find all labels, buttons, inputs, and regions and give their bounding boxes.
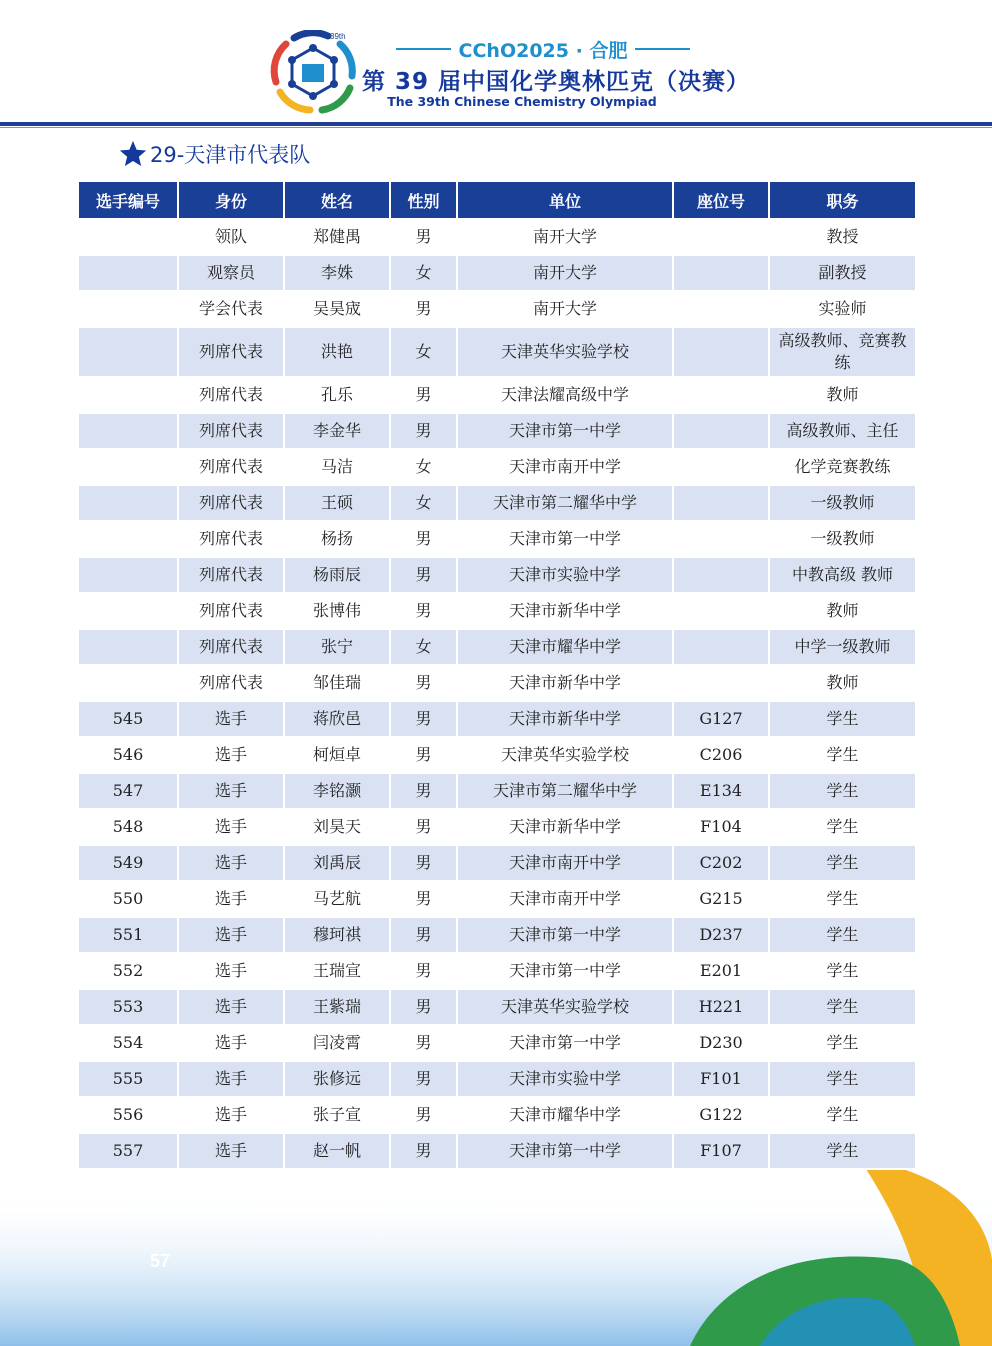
cell-gender: 男 xyxy=(390,1133,457,1169)
cell-seat xyxy=(673,521,769,557)
cell-player-id: 549 xyxy=(78,845,178,881)
cell-organization: 天津市耀华中学 xyxy=(457,629,673,665)
cell-role: 选手 xyxy=(178,1061,284,1097)
event-title: 第 39 届中国化学奥林匹克（决赛） xyxy=(362,69,751,95)
cell-seat: F104 xyxy=(673,809,769,845)
logo-edition: 39th xyxy=(330,32,346,41)
cell-role: 选手 xyxy=(178,1097,284,1133)
cell-role: 列席代表 xyxy=(178,449,284,485)
table-header-row xyxy=(78,181,916,219)
cell-seat: C202 xyxy=(673,845,769,881)
cell-role: 选手 xyxy=(178,881,284,917)
table-row xyxy=(78,1133,916,1169)
cell-seat xyxy=(673,327,769,377)
cell-position: 学生 xyxy=(769,701,916,737)
cell-position: 教师 xyxy=(769,377,916,413)
cell-organization: 天津市耀华中学 xyxy=(457,1097,673,1133)
cell-organization: 天津英华实验学校 xyxy=(457,989,673,1025)
table-row xyxy=(78,845,916,881)
cell-organization: 天津市南开中学 xyxy=(457,845,673,881)
cell-position: 教师 xyxy=(769,665,916,701)
cell-organization: 天津市南开中学 xyxy=(457,881,673,917)
cell-organization: 天津市第一中学 xyxy=(457,1133,673,1169)
cell-gender: 女 xyxy=(390,327,457,377)
cell-seat: G122 xyxy=(673,1097,769,1133)
cell-role: 列席代表 xyxy=(178,377,284,413)
cell-position: 化学竞赛教练 xyxy=(769,449,916,485)
cell-role: 观察员 xyxy=(178,255,284,291)
decorative-background xyxy=(0,1150,992,1346)
cell-seat xyxy=(673,291,769,327)
cell-seat xyxy=(673,255,769,291)
cell-role: 列席代表 xyxy=(178,629,284,665)
cell-organization: 天津市第二耀华中学 xyxy=(457,485,673,521)
cell-gender: 男 xyxy=(390,557,457,593)
cell-organization: 天津市南开中学 xyxy=(457,449,673,485)
cell-player-id xyxy=(78,291,178,327)
cell-role: 学会代表 xyxy=(178,291,284,327)
table-row xyxy=(78,629,916,665)
cell-role: 选手 xyxy=(178,737,284,773)
cell-player-id xyxy=(78,629,178,665)
cell-name: 柯烜卓 xyxy=(284,737,390,773)
cell-position: 学生 xyxy=(769,917,916,953)
column-header-role: 身份 xyxy=(178,181,284,219)
cell-role: 选手 xyxy=(178,701,284,737)
table-row xyxy=(78,773,916,809)
team-roster-table xyxy=(77,180,917,1170)
cell-seat: G127 xyxy=(673,701,769,737)
table-row xyxy=(78,413,916,449)
section-title xyxy=(118,138,310,170)
event-short-label: CChO2025 · 合肥 xyxy=(458,39,628,62)
cell-player-id: 547 xyxy=(78,773,178,809)
cell-seat xyxy=(673,593,769,629)
cell-position: 高级教师、竞赛教练 xyxy=(769,327,916,377)
cell-gender: 女 xyxy=(390,629,457,665)
cell-name: 穆珂祺 xyxy=(284,917,390,953)
cell-position: 中教高级 教师 xyxy=(769,557,916,593)
cell-organization: 天津市新华中学 xyxy=(457,809,673,845)
cell-gender: 男 xyxy=(390,989,457,1025)
cell-name: 蒋欣邑 xyxy=(284,701,390,737)
cell-name: 王硕 xyxy=(284,485,390,521)
cell-position: 中学一级教师 xyxy=(769,629,916,665)
column-header-name: 姓名 xyxy=(284,181,390,219)
cell-name: 赵一帆 xyxy=(284,1133,390,1169)
cell-role: 选手 xyxy=(178,1025,284,1061)
cell-player-id xyxy=(78,413,178,449)
table-row xyxy=(78,1061,916,1097)
cell-gender: 男 xyxy=(390,665,457,701)
cell-organization: 天津市新华中学 xyxy=(457,701,673,737)
cell-seat xyxy=(673,629,769,665)
cell-gender: 男 xyxy=(390,773,457,809)
cell-organization: 天津市第一中学 xyxy=(457,521,673,557)
cell-gender: 男 xyxy=(390,377,457,413)
cell-player-id: 556 xyxy=(78,1097,178,1133)
cell-player-id xyxy=(78,557,178,593)
cell-role: 列席代表 xyxy=(178,327,284,377)
table-row xyxy=(78,219,916,255)
cell-position: 学生 xyxy=(769,1133,916,1169)
cell-organization: 天津市第一中学 xyxy=(457,953,673,989)
cell-seat: G215 xyxy=(673,881,769,917)
cell-seat: E134 xyxy=(673,773,769,809)
cell-organization: 天津市实验中学 xyxy=(457,1061,673,1097)
ccho-logo-icon xyxy=(266,30,360,114)
cell-role: 列席代表 xyxy=(178,593,284,629)
cell-position: 学生 xyxy=(769,1025,916,1061)
cell-player-id: 551 xyxy=(78,917,178,953)
cell-gender: 男 xyxy=(390,953,457,989)
cell-gender: 男 xyxy=(390,291,457,327)
table-row xyxy=(78,291,916,327)
cell-role: 列席代表 xyxy=(178,485,284,521)
cell-seat: C206 xyxy=(673,737,769,773)
cell-gender: 女 xyxy=(390,255,457,291)
cell-seat: D230 xyxy=(673,1025,769,1061)
table-row xyxy=(78,881,916,917)
cell-name: 张修远 xyxy=(284,1061,390,1097)
cell-organization: 天津市新华中学 xyxy=(457,593,673,629)
table-row xyxy=(78,665,916,701)
cell-name: 张子宣 xyxy=(284,1097,390,1133)
table-row xyxy=(78,557,916,593)
cell-position: 一级教师 xyxy=(769,485,916,521)
cell-name: 刘禹辰 xyxy=(284,845,390,881)
cell-position: 教师 xyxy=(769,593,916,629)
cell-position: 一级教师 xyxy=(769,521,916,557)
event-title-en: The 39th Chinese Chemistry Olympiad xyxy=(387,94,657,109)
cell-role: 选手 xyxy=(178,917,284,953)
cell-name: 孔乐 xyxy=(284,377,390,413)
cell-seat: H221 xyxy=(673,989,769,1025)
cell-player-id xyxy=(78,449,178,485)
cell-organization: 天津英华实验学校 xyxy=(457,327,673,377)
cell-gender: 男 xyxy=(390,809,457,845)
cell-organization: 天津市第一中学 xyxy=(457,1025,673,1061)
cell-role: 列席代表 xyxy=(178,521,284,557)
cell-gender: 男 xyxy=(390,413,457,449)
cell-player-id: 548 xyxy=(78,809,178,845)
cell-position: 学生 xyxy=(769,809,916,845)
cell-name: 张宁 xyxy=(284,629,390,665)
cell-gender: 男 xyxy=(390,521,457,557)
cell-name: 马洁 xyxy=(284,449,390,485)
cell-gender: 男 xyxy=(390,593,457,629)
cell-role: 选手 xyxy=(178,773,284,809)
table-row xyxy=(78,809,916,845)
cell-player-id: 552 xyxy=(78,953,178,989)
cell-name: 马艺航 xyxy=(284,881,390,917)
cell-player-id: 555 xyxy=(78,1061,178,1097)
cell-position: 副教授 xyxy=(769,255,916,291)
cell-seat xyxy=(673,485,769,521)
cell-position: 学生 xyxy=(769,989,916,1025)
cell-gender: 男 xyxy=(390,1097,457,1133)
title-rule-right xyxy=(635,48,690,50)
table-row xyxy=(78,989,916,1025)
cell-name: 吴昊宬 xyxy=(284,291,390,327)
cell-player-id xyxy=(78,593,178,629)
cell-gender: 女 xyxy=(390,449,457,485)
table-row xyxy=(78,917,916,953)
cell-position: 高级教师、主任 xyxy=(769,413,916,449)
cell-role: 选手 xyxy=(178,809,284,845)
cell-gender: 男 xyxy=(390,917,457,953)
cell-position: 学生 xyxy=(769,845,916,881)
table-row xyxy=(78,521,916,557)
cell-name: 王瑞宣 xyxy=(284,953,390,989)
table-row xyxy=(78,377,916,413)
page-number: 57 xyxy=(150,1251,171,1271)
table-row xyxy=(78,255,916,291)
column-header-player-id: 选手编号 xyxy=(78,181,178,219)
cell-role: 列席代表 xyxy=(178,557,284,593)
column-header-position: 职务 xyxy=(769,181,916,219)
cell-player-id xyxy=(78,521,178,557)
cell-player-id xyxy=(78,665,178,701)
cell-name: 李金华 xyxy=(284,413,390,449)
cell-gender: 男 xyxy=(390,1025,457,1061)
cell-organization: 天津市新华中学 xyxy=(457,665,673,701)
cell-name: 李姝 xyxy=(284,255,390,291)
cell-gender: 女 xyxy=(390,485,457,521)
cell-name: 郑健禺 xyxy=(284,219,390,255)
cell-name: 邹佳瑞 xyxy=(284,665,390,701)
cell-organization: 天津市实验中学 xyxy=(457,557,673,593)
cell-role: 选手 xyxy=(178,1133,284,1169)
cell-role: 列席代表 xyxy=(178,665,284,701)
table-body xyxy=(78,219,916,1169)
cell-organization: 天津市第一中学 xyxy=(457,413,673,449)
title-rule-left xyxy=(396,48,451,50)
page-header xyxy=(0,0,992,128)
cell-name: 洪艳 xyxy=(284,327,390,377)
cell-gender: 男 xyxy=(390,1061,457,1097)
table-row xyxy=(78,701,916,737)
cell-position: 实验师 xyxy=(769,291,916,327)
cell-seat xyxy=(673,377,769,413)
cell-position: 教授 xyxy=(769,219,916,255)
cell-player-id xyxy=(78,377,178,413)
table-row xyxy=(78,327,916,377)
table-row xyxy=(78,1025,916,1061)
cell-position: 学生 xyxy=(769,1097,916,1133)
team-name: 29-天津市代表队 xyxy=(150,143,311,167)
table-row xyxy=(78,449,916,485)
cell-name: 张博伟 xyxy=(284,593,390,629)
cell-seat xyxy=(673,557,769,593)
cell-seat: D237 xyxy=(673,917,769,953)
cell-seat xyxy=(673,449,769,485)
cell-organization: 南开大学 xyxy=(457,219,673,255)
cell-name: 杨雨辰 xyxy=(284,557,390,593)
cell-name: 李铭灏 xyxy=(284,773,390,809)
cell-name: 王紫瑞 xyxy=(284,989,390,1025)
cell-seat: F107 xyxy=(673,1133,769,1169)
cell-player-id: 550 xyxy=(78,881,178,917)
cell-position: 学生 xyxy=(769,773,916,809)
cell-name: 闫凌霄 xyxy=(284,1025,390,1061)
cell-organization: 天津法耀高级中学 xyxy=(457,377,673,413)
column-header-seat: 座位号 xyxy=(673,181,769,219)
column-header-organization: 单位 xyxy=(457,181,673,219)
cell-organization: 南开大学 xyxy=(457,291,673,327)
cell-seat xyxy=(673,665,769,701)
cell-seat xyxy=(673,413,769,449)
cell-position: 学生 xyxy=(769,953,916,989)
cell-seat: E201 xyxy=(673,953,769,989)
cell-gender: 男 xyxy=(390,701,457,737)
cell-role: 领队 xyxy=(178,219,284,255)
table-row xyxy=(78,485,916,521)
cell-gender: 男 xyxy=(390,737,457,773)
cell-organization: 天津市第一中学 xyxy=(457,917,673,953)
table-row xyxy=(78,1097,916,1133)
cell-player-id: 553 xyxy=(78,989,178,1025)
table-row xyxy=(78,593,916,629)
table-row xyxy=(78,953,916,989)
cell-organization: 天津英华实验学校 xyxy=(457,737,673,773)
cell-organization: 南开大学 xyxy=(457,255,673,291)
cell-position: 学生 xyxy=(769,881,916,917)
cell-position: 学生 xyxy=(769,737,916,773)
cell-player-id: 545 xyxy=(78,701,178,737)
cell-player-id xyxy=(78,485,178,521)
cell-player-id xyxy=(78,219,178,255)
cell-player-id: 546 xyxy=(78,737,178,773)
cell-player-id: 554 xyxy=(78,1025,178,1061)
cell-gender: 男 xyxy=(390,219,457,255)
cell-seat xyxy=(673,219,769,255)
cell-seat: F101 xyxy=(673,1061,769,1097)
header-divider-thin xyxy=(0,127,992,128)
cell-role: 选手 xyxy=(178,845,284,881)
cell-name: 刘昊天 xyxy=(284,809,390,845)
cell-player-id xyxy=(78,255,178,291)
cell-organization: 天津市第二耀华中学 xyxy=(457,773,673,809)
event-short-title xyxy=(396,37,690,61)
cell-player-id xyxy=(78,327,178,377)
cell-role: 选手 xyxy=(178,989,284,1025)
cell-name: 杨扬 xyxy=(284,521,390,557)
star-icon xyxy=(118,139,148,169)
cell-player-id: 557 xyxy=(78,1133,178,1169)
header-divider xyxy=(0,122,992,126)
table-row xyxy=(78,737,916,773)
cell-gender: 男 xyxy=(390,881,457,917)
cell-role: 列席代表 xyxy=(178,413,284,449)
cell-role: 选手 xyxy=(178,953,284,989)
cell-position: 学生 xyxy=(769,1061,916,1097)
column-header-gender: 性别 xyxy=(390,181,457,219)
cell-gender: 男 xyxy=(390,845,457,881)
